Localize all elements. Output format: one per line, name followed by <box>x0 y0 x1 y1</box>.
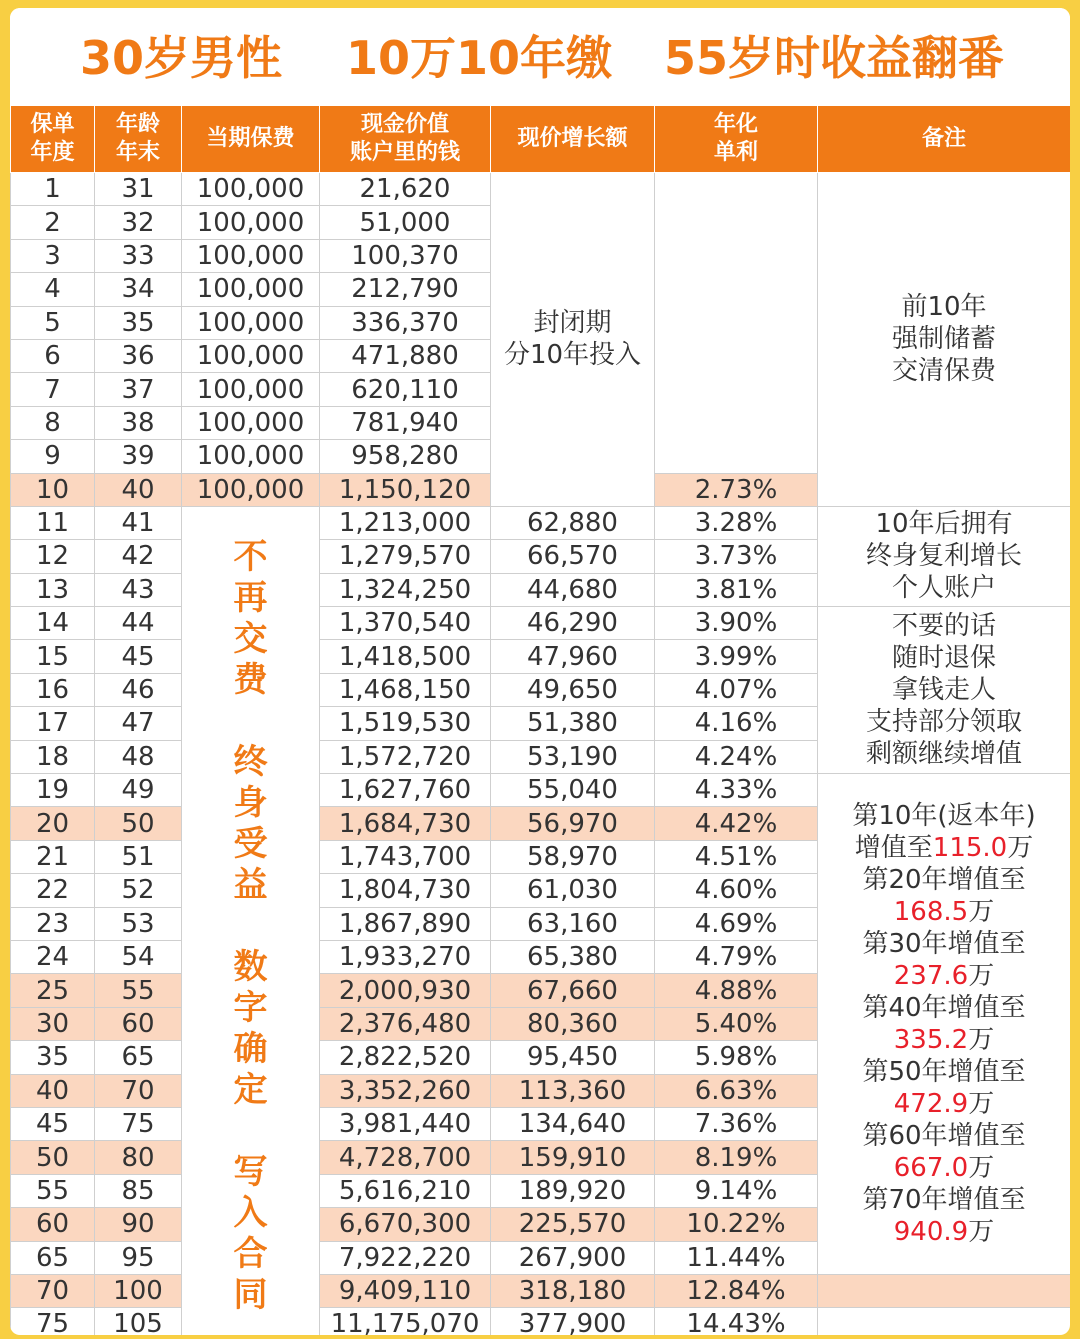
table-row <box>11 173 1071 206</box>
cell-policy-year: 21 <box>11 840 95 873</box>
slogan-char: 益 <box>233 864 268 905</box>
table-row <box>11 1274 1071 1307</box>
header-cash-value: 现金价值 账户里的钱 <box>320 106 491 173</box>
cell-age: 41 <box>95 506 182 539</box>
cell-cash-value: 1,684,730 <box>320 807 491 840</box>
milestone-text: 第10年(返本年) <box>852 800 1036 831</box>
cell-policy-year: 14 <box>11 607 95 640</box>
cell-cash-value: 100,370 <box>320 239 491 272</box>
table-row <box>11 1308 1071 1335</box>
cell-annual-rate: 2.73% <box>655 473 818 506</box>
note-forced-saving: 前10年 强制储蓄 交清保费 <box>818 173 1071 507</box>
closed-period-note: 封闭期 分10年投入 <box>491 173 655 507</box>
cell-age: 49 <box>95 774 182 807</box>
cell-annual-rate: 4.33% <box>655 774 818 807</box>
cell-age: 60 <box>95 1007 182 1040</box>
no-more-premium-slogan <box>182 506 320 1335</box>
slogan-char: 交 <box>233 618 268 659</box>
cell-premium: 100,000 <box>182 440 320 473</box>
cell-growth: 58,970 <box>491 840 655 873</box>
cell-annual-rate: 8.19% <box>655 1141 818 1174</box>
cell-policy-year: 3 <box>11 239 95 272</box>
cell-growth: 65,380 <box>491 940 655 973</box>
cell-policy-year: 70 <box>11 1274 95 1307</box>
header-growth: 现价增长额 <box>491 106 655 173</box>
cell-premium: 100,000 <box>182 306 320 339</box>
cell-growth: 66,570 <box>491 540 655 573</box>
table-row <box>11 506 1071 539</box>
cell-policy-year: 16 <box>11 673 95 706</box>
cell-age: 44 <box>95 607 182 640</box>
cell-annual-rate: 4.88% <box>655 974 818 1007</box>
slogan-char: 同 <box>233 1274 268 1315</box>
cell-age: 38 <box>95 406 182 439</box>
slogan-char: 写 <box>233 1151 268 1192</box>
milestone-unit: 万 <box>968 1088 995 1119</box>
cell-premium: 100,000 <box>182 173 320 206</box>
cell-annual-rate: 12.84% <box>655 1274 818 1307</box>
cell-cash-value: 51,000 <box>320 206 491 239</box>
cell-cash-value: 1,150,120 <box>320 473 491 506</box>
cell-annual-rate: 3.73% <box>655 540 818 573</box>
cell-cash-value: 1,468,150 <box>320 673 491 706</box>
milestone-text: 第20年增值至 <box>862 864 1026 895</box>
cell-growth: 225,570 <box>491 1208 655 1241</box>
cell-policy-year: 9 <box>11 440 95 473</box>
cell-policy-year: 55 <box>11 1174 95 1207</box>
milestone-unit: 万 <box>968 1152 995 1183</box>
slogan-char: 费 <box>233 659 268 700</box>
milestone-line <box>818 832 1070 864</box>
slogan-gap <box>182 1111 319 1152</box>
cell-cash-value: 1,324,250 <box>320 573 491 606</box>
header-annual-rate: 年化 单利 <box>655 106 818 173</box>
cell-cash-value: 9,409,110 <box>320 1274 491 1307</box>
table-row <box>11 774 1071 807</box>
milestone-line <box>818 1024 1070 1056</box>
cell-policy-year: 18 <box>11 740 95 773</box>
cell-policy-year: 30 <box>11 1007 95 1040</box>
slogan-char: 入 <box>233 1192 268 1233</box>
slogan-char: 再 <box>233 577 268 618</box>
cell-growth: 318,180 <box>491 1274 655 1307</box>
slogan-char: 定 <box>233 1069 268 1110</box>
cell-age: 48 <box>95 740 182 773</box>
slogan-gap <box>182 701 319 742</box>
milestone-text: 第70年增值至 <box>862 1184 1026 1215</box>
milestone-amount: 335.2 <box>893 1024 969 1055</box>
cell-policy-year: 25 <box>11 974 95 1007</box>
cell-policy-year: 35 <box>11 1041 95 1074</box>
header-age: 年龄 年末 <box>95 106 182 173</box>
cell-cash-value: 1,519,530 <box>320 707 491 740</box>
cell-policy-year: 1 <box>11 173 95 206</box>
milestone-line <box>818 864 1070 896</box>
milestone-unit: 万 <box>968 1216 995 1247</box>
milestone-line <box>818 1152 1070 1184</box>
cell-policy-year: 75 <box>11 1308 95 1335</box>
note-blank <box>818 1274 1071 1307</box>
cell-premium: 100,000 <box>182 373 320 406</box>
cell-annual-rate: 6.63% <box>655 1074 818 1107</box>
title-part-2: 10万10年缴 <box>346 31 613 85</box>
slogan-char: 终 <box>233 741 268 782</box>
cell-age: 55 <box>95 974 182 1007</box>
cell-growth: 377,900 <box>491 1308 655 1335</box>
milestone-amount: 237.6 <box>893 960 969 991</box>
table-row <box>11 607 1071 640</box>
cell-age: 75 <box>95 1107 182 1140</box>
cell-age: 53 <box>95 907 182 940</box>
cell-cash-value: 958,280 <box>320 440 491 473</box>
cell-age: 70 <box>95 1074 182 1107</box>
cell-cash-value: 1,279,570 <box>320 540 491 573</box>
cell-age: 54 <box>95 940 182 973</box>
cell-growth: 47,960 <box>491 640 655 673</box>
milestone-line <box>818 1216 1070 1248</box>
slogan-char: 受 <box>233 823 268 864</box>
cell-age: 90 <box>95 1208 182 1241</box>
cell-premium: 100,000 <box>182 406 320 439</box>
cell-growth: 53,190 <box>491 740 655 773</box>
cell-age: 32 <box>95 206 182 239</box>
policy-panel <box>10 8 1070 1335</box>
cell-annual-rate: 4.51% <box>655 840 818 873</box>
cell-cash-value: 11,175,070 <box>320 1308 491 1335</box>
milestone-amount: 472.9 <box>893 1088 969 1119</box>
cell-premium: 100,000 <box>182 206 320 239</box>
cell-policy-year: 13 <box>11 573 95 606</box>
cell-annual-rate: 11.44% <box>655 1241 818 1274</box>
cell-cash-value: 6,670,300 <box>320 1208 491 1241</box>
milestone-text: 第50年增值至 <box>862 1056 1026 1087</box>
cell-premium: 100,000 <box>182 239 320 272</box>
header-premium: 当期保费 <box>182 106 320 173</box>
cell-cash-value: 7,922,220 <box>320 1241 491 1274</box>
annual-rate-blank <box>655 173 818 474</box>
cell-policy-year: 12 <box>11 540 95 573</box>
cell-age: 47 <box>95 707 182 740</box>
slogan-char: 身 <box>233 782 268 823</box>
cell-premium: 100,000 <box>182 339 320 372</box>
milestone-text: 第60年增值至 <box>862 1120 1026 1151</box>
cell-annual-rate: 4.16% <box>655 707 818 740</box>
cell-age: 50 <box>95 807 182 840</box>
cell-policy-year: 60 <box>11 1208 95 1241</box>
milestone-line <box>818 896 1070 928</box>
cell-growth: 67,660 <box>491 974 655 1007</box>
note-compound-account: 10年后拥有 终身复利增长 个人账户 <box>818 506 1071 606</box>
milestone-unit: 万 <box>1007 832 1034 863</box>
cell-age: 35 <box>95 306 182 339</box>
cell-growth: 159,910 <box>491 1141 655 1174</box>
milestone-line <box>818 1088 1070 1120</box>
cell-age: 100 <box>95 1274 182 1307</box>
cell-age: 36 <box>95 339 182 372</box>
cell-age: 40 <box>95 473 182 506</box>
cell-age: 31 <box>95 173 182 206</box>
cell-cash-value: 1,418,500 <box>320 640 491 673</box>
milestone-line <box>818 928 1070 960</box>
cell-policy-year: 11 <box>11 506 95 539</box>
cell-policy-year: 24 <box>11 940 95 973</box>
cell-age: 46 <box>95 673 182 706</box>
milestone-line <box>818 1120 1070 1152</box>
cell-cash-value: 471,880 <box>320 339 491 372</box>
cell-age: 80 <box>95 1141 182 1174</box>
cell-cash-value: 1,867,890 <box>320 907 491 940</box>
cell-age: 85 <box>95 1174 182 1207</box>
cash-value-table <box>10 105 1070 1335</box>
note-blank <box>818 1308 1071 1335</box>
cell-cash-value: 336,370 <box>320 306 491 339</box>
cell-annual-rate: 3.90% <box>655 607 818 640</box>
cell-cash-value: 2,822,520 <box>320 1041 491 1074</box>
milestone-line <box>818 1184 1070 1216</box>
slogan-char: 字 <box>233 987 268 1028</box>
cell-growth: 95,450 <box>491 1041 655 1074</box>
cell-cash-value: 21,620 <box>320 173 491 206</box>
cell-annual-rate: 4.69% <box>655 907 818 940</box>
milestone-text: 增值至 <box>854 832 933 863</box>
cell-policy-year: 7 <box>11 373 95 406</box>
milestone-amount: 940.9 <box>893 1216 969 1247</box>
cell-growth: 49,650 <box>491 673 655 706</box>
cell-policy-year: 10 <box>11 473 95 506</box>
cell-cash-value: 1,213,000 <box>320 506 491 539</box>
cell-policy-year: 65 <box>11 1241 95 1274</box>
cell-premium: 100,000 <box>182 273 320 306</box>
milestone-line <box>818 800 1070 832</box>
cell-policy-year: 19 <box>11 774 95 807</box>
cell-policy-year: 6 <box>11 339 95 372</box>
milestone-unit: 万 <box>968 1024 995 1055</box>
header-policy-year: 保单 年度 <box>11 106 95 173</box>
cell-annual-rate: 4.07% <box>655 673 818 706</box>
cell-cash-value: 1,933,270 <box>320 940 491 973</box>
milestone-amount: 168.5 <box>893 896 969 927</box>
milestone-text: 第40年增值至 <box>862 992 1026 1023</box>
cell-growth: 61,030 <box>491 874 655 907</box>
cell-age: 45 <box>95 640 182 673</box>
cell-cash-value: 1,743,700 <box>320 840 491 873</box>
cell-age: 43 <box>95 573 182 606</box>
cell-annual-rate: 3.81% <box>655 573 818 606</box>
cell-policy-year: 23 <box>11 907 95 940</box>
cell-annual-rate: 14.43% <box>655 1308 818 1335</box>
milestone-line <box>818 992 1070 1024</box>
cell-growth: 51,380 <box>491 707 655 740</box>
cell-growth: 55,040 <box>491 774 655 807</box>
cell-age: 42 <box>95 540 182 573</box>
cell-cash-value: 2,376,480 <box>320 1007 491 1040</box>
cell-age: 33 <box>95 239 182 272</box>
cell-age: 65 <box>95 1041 182 1074</box>
cell-cash-value: 781,940 <box>320 406 491 439</box>
note-surrender: 不要的话 随时退保 拿钱走人 支持部分领取 剩额继续增值 <box>818 607 1071 774</box>
note-growth-milestones <box>818 774 1071 1275</box>
cell-cash-value: 212,790 <box>320 273 491 306</box>
cell-growth: 80,360 <box>491 1007 655 1040</box>
cell-cash-value: 1,804,730 <box>320 874 491 907</box>
header-notes: 备注 <box>818 106 1071 173</box>
milestone-text: 第30年增值至 <box>862 928 1026 959</box>
milestone-unit: 万 <box>968 960 995 991</box>
title-bar <box>10 8 1070 104</box>
cell-growth: 46,290 <box>491 607 655 640</box>
title-part-3: 55岁时收益翻番 <box>664 31 1005 85</box>
cell-cash-value: 1,627,760 <box>320 774 491 807</box>
cell-cash-value: 3,352,260 <box>320 1074 491 1107</box>
cell-policy-year: 50 <box>11 1141 95 1174</box>
cell-policy-year: 4 <box>11 273 95 306</box>
cell-growth: 267,900 <box>491 1241 655 1274</box>
milestone-line <box>818 960 1070 992</box>
cell-age: 39 <box>95 440 182 473</box>
cell-annual-rate: 4.42% <box>655 807 818 840</box>
cell-age: 95 <box>95 1241 182 1274</box>
cell-age: 34 <box>95 273 182 306</box>
slogan-char: 数 <box>233 946 268 987</box>
cell-age: 37 <box>95 373 182 406</box>
milestone-amount: 667.0 <box>893 1152 969 1183</box>
cell-policy-year: 5 <box>11 306 95 339</box>
title-part-1: 30岁男性 <box>80 31 283 85</box>
cell-annual-rate: 3.28% <box>655 506 818 539</box>
cell-cash-value: 3,981,440 <box>320 1107 491 1140</box>
cell-annual-rate: 3.99% <box>655 640 818 673</box>
table-header-row <box>11 106 1071 173</box>
cell-growth: 44,680 <box>491 573 655 606</box>
cell-age: 51 <box>95 840 182 873</box>
cell-growth: 189,920 <box>491 1174 655 1207</box>
cell-policy-year: 2 <box>11 206 95 239</box>
cell-age: 52 <box>95 874 182 907</box>
cell-growth: 134,640 <box>491 1107 655 1140</box>
cell-annual-rate: 4.60% <box>655 874 818 907</box>
milestone-amount: 115.0 <box>932 832 1008 863</box>
cell-policy-year: 22 <box>11 874 95 907</box>
cell-growth: 62,880 <box>491 506 655 539</box>
cell-cash-value: 5,616,210 <box>320 1174 491 1207</box>
cell-policy-year: 20 <box>11 807 95 840</box>
cell-age: 105 <box>95 1308 182 1335</box>
cell-annual-rate: 4.79% <box>655 940 818 973</box>
cell-policy-year: 15 <box>11 640 95 673</box>
cell-premium: 100,000 <box>182 473 320 506</box>
cell-cash-value: 2,000,930 <box>320 974 491 1007</box>
cell-policy-year: 17 <box>11 707 95 740</box>
cell-annual-rate: 5.98% <box>655 1041 818 1074</box>
cell-annual-rate: 10.22% <box>655 1208 818 1241</box>
cell-growth: 63,160 <box>491 907 655 940</box>
cell-cash-value: 1,572,720 <box>320 740 491 773</box>
milestone-line <box>818 1056 1070 1088</box>
cell-policy-year: 8 <box>11 406 95 439</box>
cell-policy-year: 40 <box>11 1074 95 1107</box>
cell-cash-value: 4,728,700 <box>320 1141 491 1174</box>
cell-cash-value: 1,370,540 <box>320 607 491 640</box>
cell-annual-rate: 5.40% <box>655 1007 818 1040</box>
cell-policy-year: 45 <box>11 1107 95 1140</box>
cell-growth: 113,360 <box>491 1074 655 1107</box>
cell-annual-rate: 7.36% <box>655 1107 818 1140</box>
cell-annual-rate: 9.14% <box>655 1174 818 1207</box>
slogan-char: 合 <box>233 1233 268 1274</box>
cell-annual-rate: 4.24% <box>655 740 818 773</box>
cell-growth: 56,970 <box>491 807 655 840</box>
slogan-char: 确 <box>233 1028 268 1069</box>
slogan-gap <box>182 906 319 947</box>
slogan-char: 不 <box>233 536 268 577</box>
cell-cash-value: 620,110 <box>320 373 491 406</box>
milestone-unit: 万 <box>968 896 995 927</box>
